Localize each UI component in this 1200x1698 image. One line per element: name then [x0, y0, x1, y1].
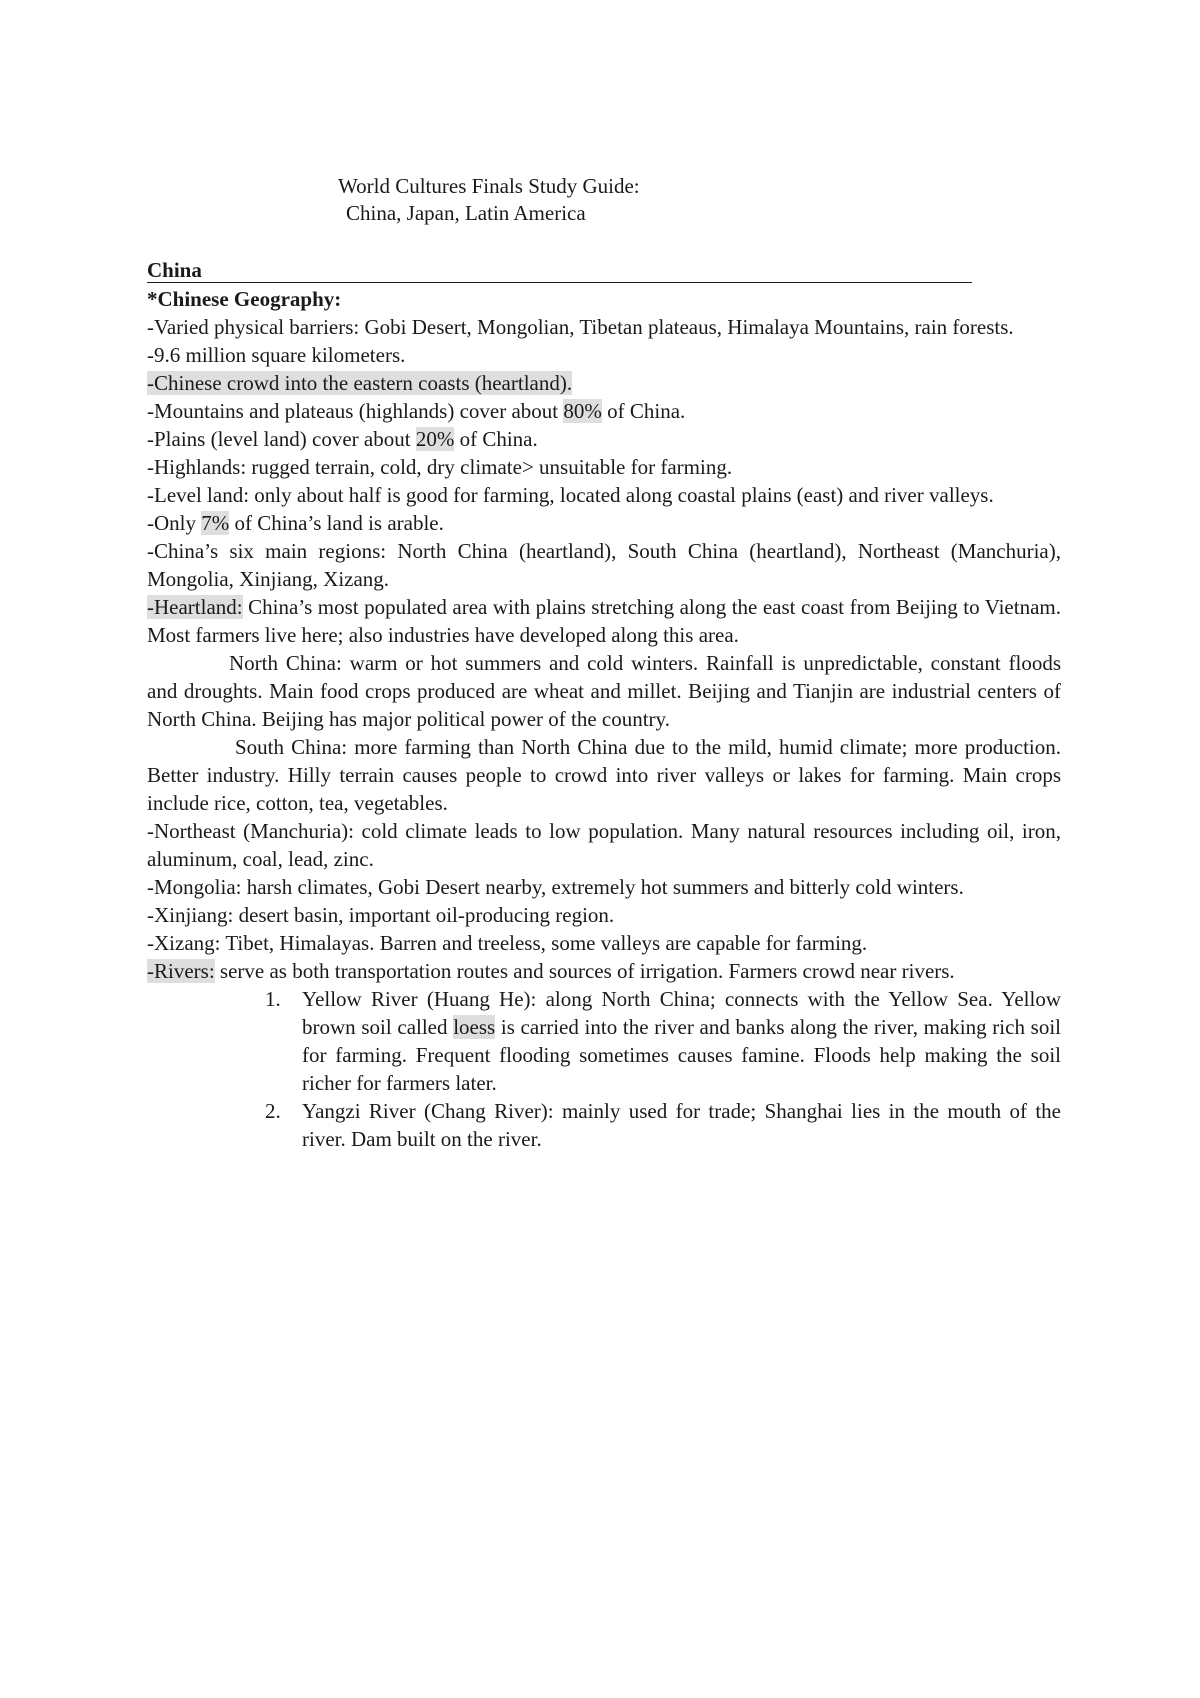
heartland-text: China’s most populated area with plains stretching along the east coast from Beijing to Vietnam. Most farmers live here; also industries have developed along this area. — [147, 595, 1061, 647]
line-northeast: -Northeast (Manchuria): cold climate leads to low population. Many natural resources including oil, iron, aluminum, coal, lead, zinc. — [147, 819, 1061, 871]
document-title: World Cultures Finals Study Guide: — [338, 174, 640, 198]
paragraph-south-china: South China: more farming than North China due to the mild, humid climate; more production. Better industry. Hilly terrain causes people to crowd into river valleys or lakes for farming. Main crops include rice, cotton, tea, vegetables. — [147, 735, 1061, 815]
rivers-text: serve as both transportation routes and sources of irrigation. Farmers crowd near rivers. — [214, 959, 955, 983]
line-level-land: -Level land: only about half is good for farming, located along coastal plains (east) and river valleys. — [147, 483, 994, 507]
line-xinjiang: -Xinjiang: desert basin, important oil-producing region. — [147, 903, 615, 927]
yangzi-river-text: Yangzi River (Chang River): mainly used for trade; Shanghai lies in the mouth of the river. Dam built on the river. — [302, 1099, 1061, 1151]
line-plains — [147, 425, 1061, 453]
line-mongolia: -Mongolia: harsh climates, Gobi Desert nearby, extremely hot summers and bitterly cold winters. — [147, 875, 964, 899]
line-arable — [147, 509, 1061, 537]
line-heartland — [147, 593, 1061, 649]
yellow-river-text-end: is carried into the river and banks along the river, making rich soil for farming. Frequent flooding sometimes causes famine. Floods help making the soil richer for farmers later. — [302, 1015, 1061, 1095]
section-heading-china: China — [147, 258, 972, 283]
list-number: 2. — [265, 1099, 281, 1123]
highlight-arable-pct: 7% — [201, 511, 230, 535]
line-regions: -China’s six main regions: North China (heartland), South China (heartland), Northeast (Manchuria), Mongolia, Xinjiang, Xizang. — [147, 539, 1061, 591]
line-barriers: -Varied physical barriers: Gobi Desert, Mongolian, Tibetan plateaus, Himalaya Mountains, rain forests. — [147, 315, 1014, 339]
document-body — [147, 258, 1061, 1153]
highlight-crowd: -Chinese crowd into the eastern coasts (heartland). — [147, 371, 573, 395]
mountains-text: -Mountains and plateaus (highlands) cover about — [147, 399, 564, 423]
mountains-text-end: of China. — [601, 399, 686, 423]
rivers-list — [147, 985, 1061, 1153]
highlight-plains-pct: 20% — [415, 427, 455, 451]
plains-text: -Plains (level land) cover about — [147, 427, 416, 451]
list-item-yangzi-river — [147, 1097, 1061, 1153]
line-area: -9.6 million square kilometers. — [147, 343, 406, 367]
highlight-rivers: -Rivers: — [147, 959, 215, 983]
list-number: 1. — [265, 987, 281, 1011]
subheading-geography: *Chinese Geography: — [147, 287, 342, 311]
highlight-loess: loess — [453, 1015, 496, 1039]
highlight-mountains-pct: 80% — [563, 399, 602, 423]
line-highlands: -Highlands: rugged terrain, cold, dry climate> unsuitable for farming. — [147, 455, 733, 479]
line-mountains — [147, 397, 1061, 425]
line-rivers — [147, 957, 1061, 985]
arable-text: -Only — [147, 511, 202, 535]
yellow-river-text: Yellow River (Huang He): along North China; connects with the Yellow Sea. Yellow brown soil called — [302, 987, 1061, 1039]
line-xizang: -Xizang: Tibet, Himalayas. Barren and treeless, some valleys are capable for farming. — [147, 931, 868, 955]
highlight-heartland: -Heartland: — [147, 595, 243, 619]
arable-text-end: of China’s land is arable. — [229, 511, 444, 535]
line-crowd — [147, 369, 1061, 397]
document-subtitle: China, Japan, Latin America — [346, 201, 586, 225]
title-block — [338, 173, 640, 227]
plains-text-end: of China. — [454, 427, 538, 451]
paragraph-north-china: North China: warm or hot summers and cold winters. Rainfall is unpredictable, constant floods and droughts. Main food crops produced are wheat and millet. Beijing and Tianjin are industrial centers of North China. Beijing has major political power of the country. — [147, 651, 1061, 731]
list-item-yellow-river — [147, 985, 1061, 1097]
